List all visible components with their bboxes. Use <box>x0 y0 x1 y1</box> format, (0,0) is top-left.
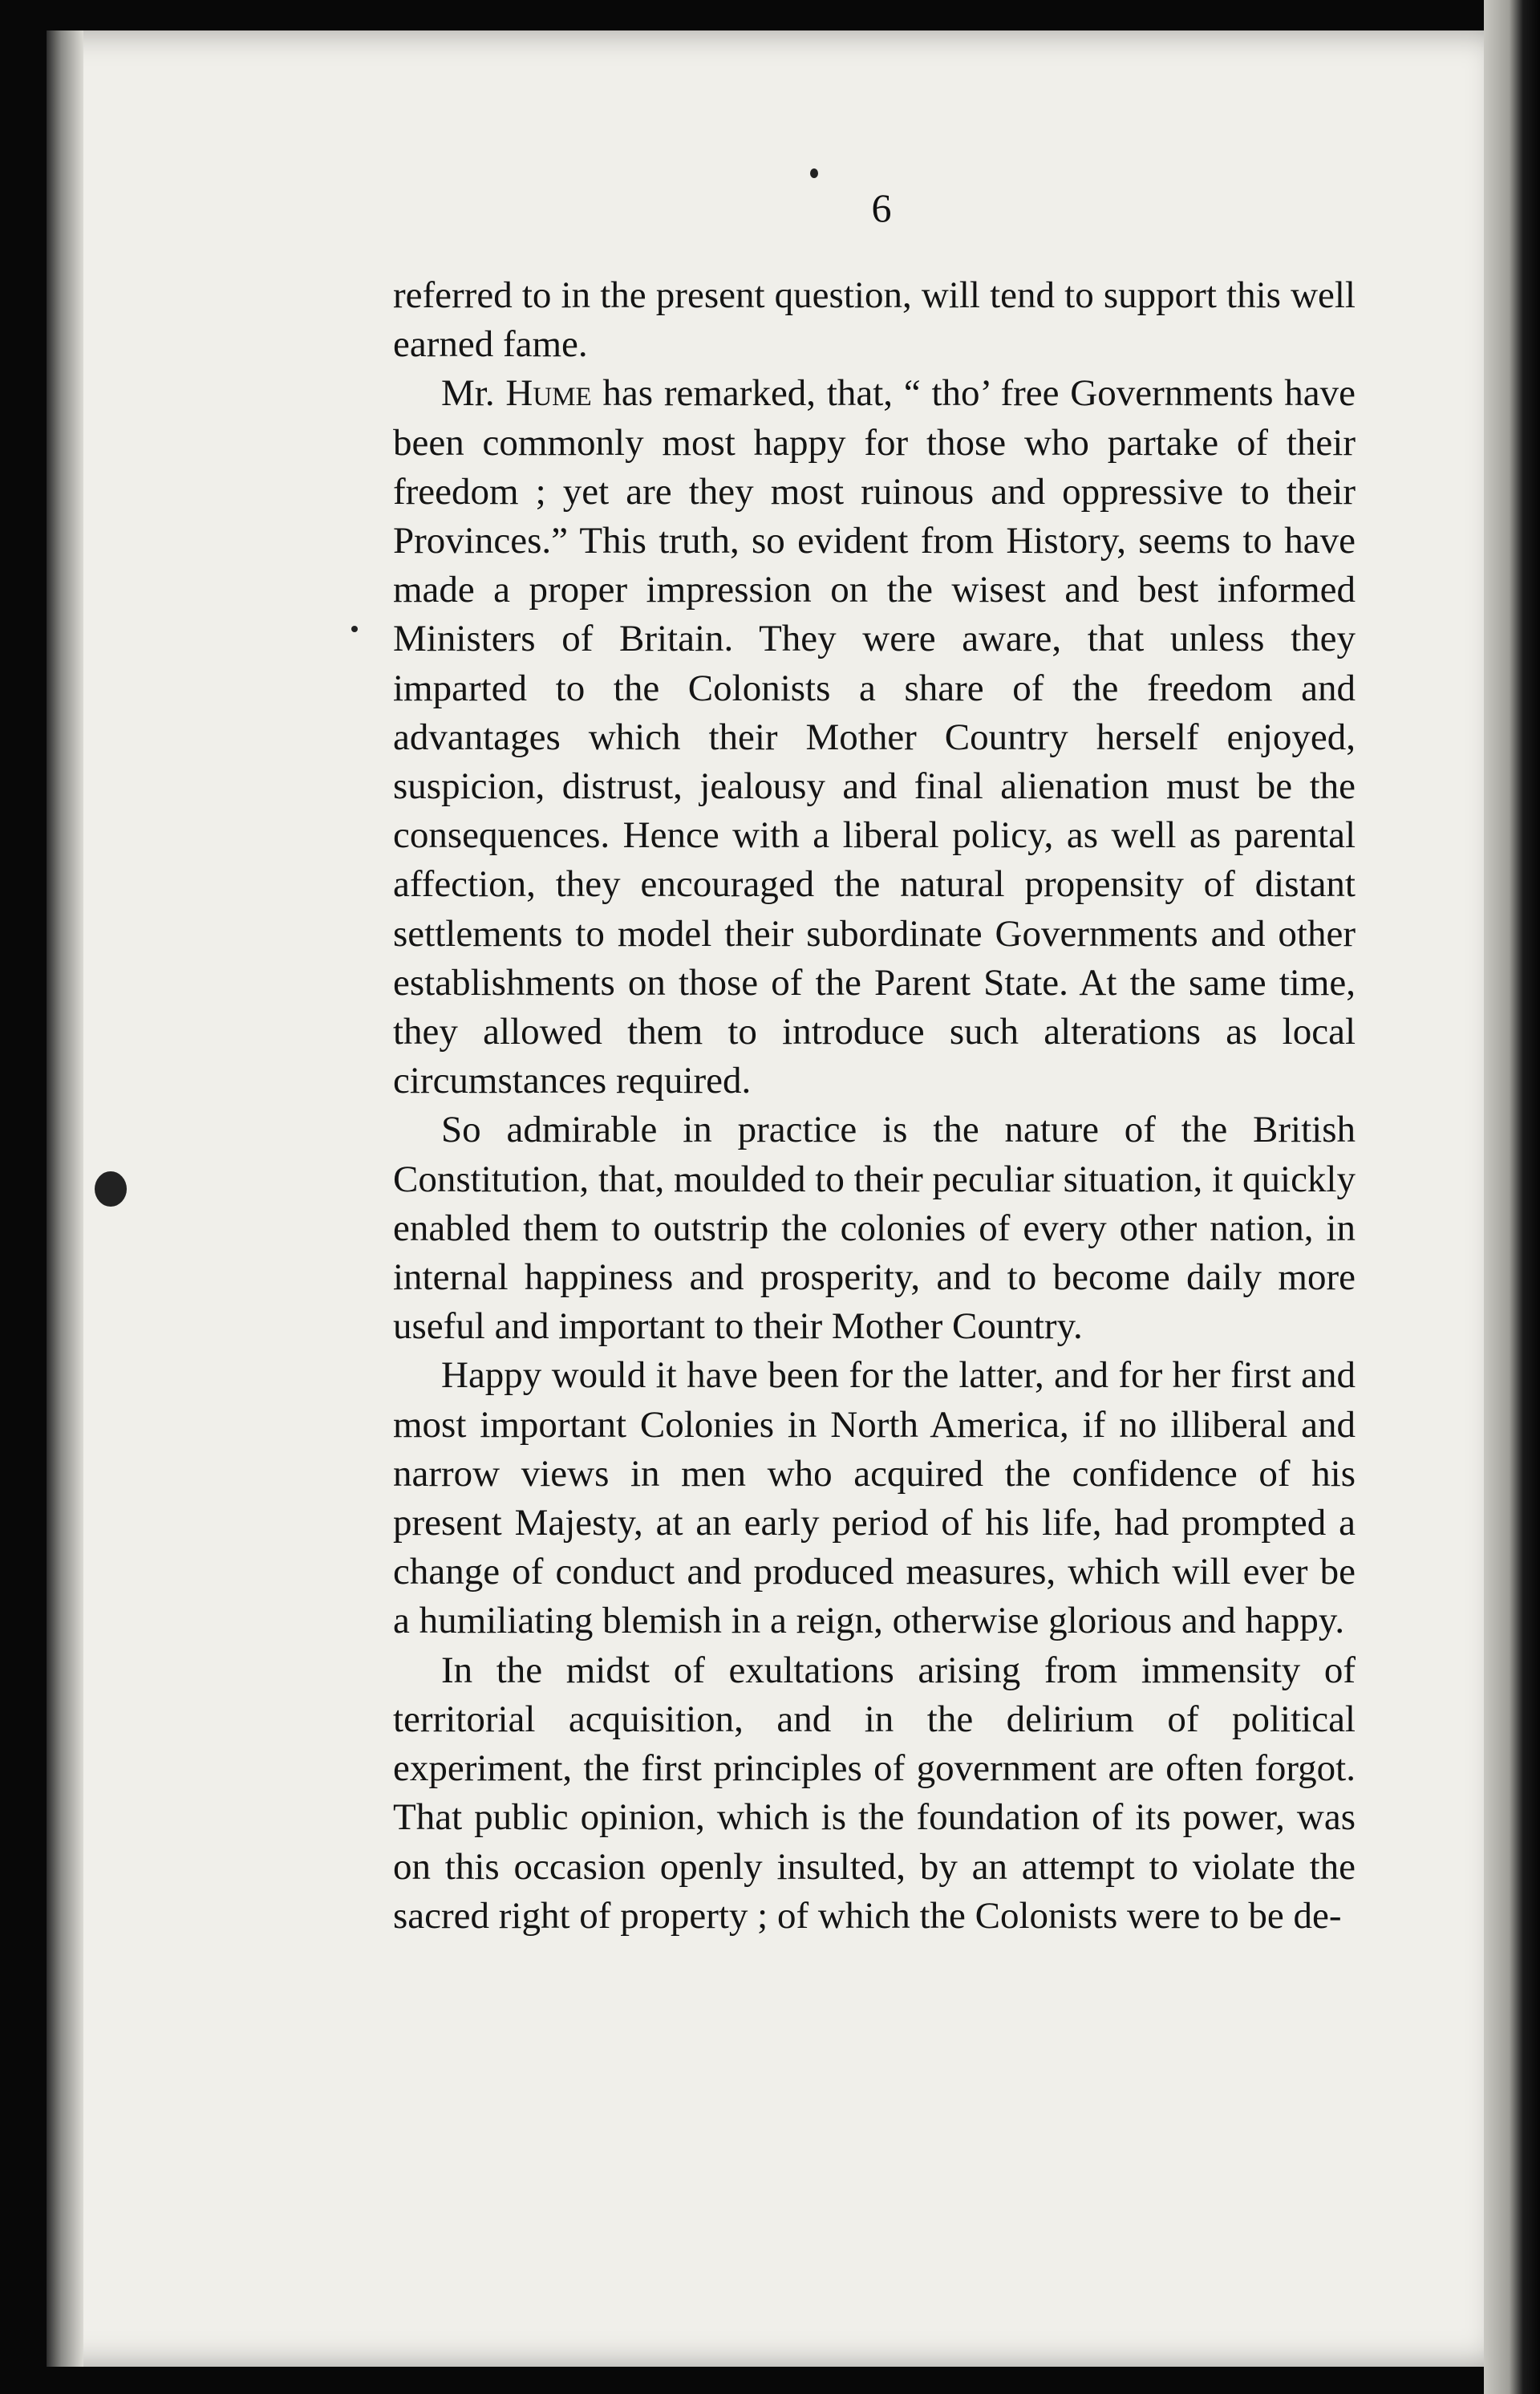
ink-speck <box>351 626 358 632</box>
paragraph <box>393 369 1356 1106</box>
paragraph: referred to in the present question, will tend to support this well earned fame. <box>393 274 1356 366</box>
author-name: Hume <box>505 372 592 415</box>
paragraph-prefix: Mr. <box>441 372 506 415</box>
paragraph: Happy would it have been for the latter, and for her first and most important Colonies in North America, if no illiberal and narrow views in men who acquired the confidence of his present Majesty, at an early period of his life, had prompted a change of conduct and produced measures, which will ever be a humiliating blemish in a reign, otherwise glorious and happy. <box>393 1354 1356 1642</box>
paragraph-text: has remarked, that, “ tho’ free Governments have been commonly most happy for those who partake of their freedom ; yet are they most ruinous and oppressive to their Provinces.” This truth, so evident from History, seems to have made a proper impression on the wisest and best informed Ministers of Britain. They were aware, that unless they imparted to the Colonists a share of the freedom and advantages which their Mother Country herself enjoyed, suspicion, distrust, jealousy and final alienation must be the consequences. Hence with a liberal policy, as well as parental affection, they encouraged the natural propensity of distant settlements to model their subordinate Governments and other establishments on those of the Parent State. At the same time, they allowed them to introduce such alterations as local circumstances required. <box>393 372 1356 1102</box>
page-number: 6 <box>871 185 892 230</box>
paragraph: So admirable in practice is the nature of the British Constitution, that, moulded to their peculiar situation, it quickly enabled them to outstrip the colonies of every other nation, in internal happiness and prosperity, and to become daily more useful and important to their Mother Country. <box>393 1109 1356 1348</box>
paragraph: In the midst of exultations arising from immensity of territorial acquisition, and in the delirium of political experiment, the first principles of government are often forgot. That public opinion, which is the foundation of its power, was on this occasion openly insulted, by an attempt to violate the sacred right of property ; of which the Colonists were to be de- <box>393 1649 1356 1937</box>
ink-blot <box>95 1171 127 1207</box>
ink-speck <box>810 168 818 178</box>
page-edge-right <box>1484 0 1540 2394</box>
page-shadow-left <box>47 30 83 2367</box>
body-text <box>393 271 1356 1941</box>
